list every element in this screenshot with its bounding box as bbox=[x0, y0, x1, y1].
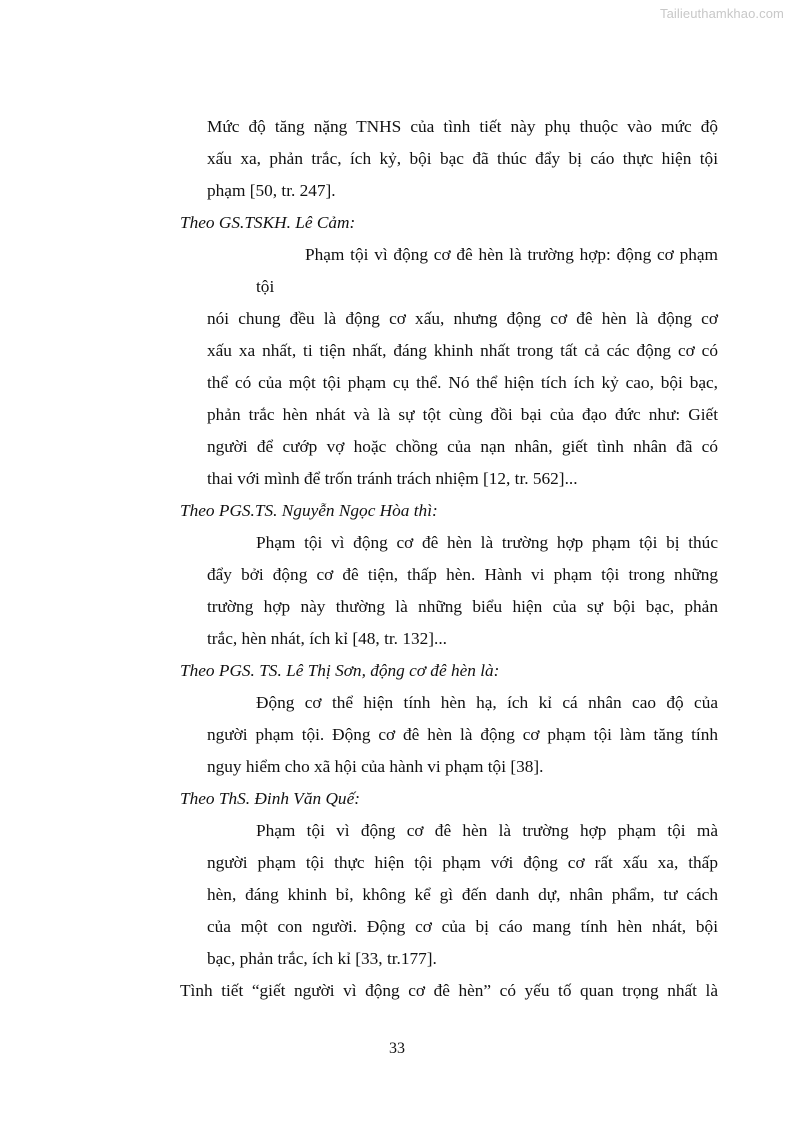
text-line: trắc, hèn nhát, ích kỉ [48, tr. 132]... bbox=[207, 629, 447, 648]
text-line: xấu xa nhất, ti tiện nhất, đáng khinh nhất trong tất cả các động cơ có bbox=[207, 341, 718, 360]
text-line: Phạm tội vì động cơ đê hèn là trường hợp phạm tội mà bbox=[256, 821, 718, 840]
quote-block-dinh-van-que bbox=[207, 815, 718, 975]
text-line: thai với mình để trốn tránh trách nhiệm [12, tr. 562]... bbox=[207, 469, 578, 488]
quote-block-nguyen-ngoc-hoa bbox=[207, 527, 718, 655]
text-line: Mức độ tăng nặng TNHS của tình tiết này phụ thuộc vào mức độ bbox=[207, 117, 718, 136]
quote-block-continuation bbox=[207, 111, 718, 207]
text-line: của một con người. Động cơ của bị cáo mang tính hèn nhát, bội bbox=[207, 917, 718, 936]
source-heading-le-thi-son: Theo PGS. TS. Lê Thị Sơn, động cơ đê hèn là: bbox=[180, 661, 500, 680]
text-line: Phạm tội vì động cơ đê hèn là trường hợp phạm tội bị thúc bbox=[256, 533, 718, 552]
text-line: phạm [50, tr. 247]. bbox=[207, 181, 336, 200]
text-line: Phạm tội vì động cơ đê hèn là trường hợp: động cơ phạm tội bbox=[256, 245, 718, 296]
source-heading-le-cam: Theo GS.TSKH. Lê Cảm: bbox=[180, 213, 356, 232]
text-line: thể có của một tội phạm cụ thể. Nó thể hiện tích ích kỷ cao, bội bạc, bbox=[207, 373, 718, 392]
document-page bbox=[180, 111, 718, 1007]
text-line: phản trắc hèn nhát và là sự tột cùng đồi bại của đạo đức như: Giết bbox=[207, 405, 718, 424]
text-line: nguy hiểm cho xã hội của hành vi phạm tội [38]. bbox=[207, 757, 544, 776]
text-line: người phạm tội. Động cơ đê hèn là động cơ phạm tội làm tăng tính bbox=[207, 725, 718, 744]
text-line: xấu xa, phản trắc, ích kỷ, bội bạc đã thúc đẩy bị cáo thực hiện tội bbox=[207, 149, 718, 168]
text-line: bạc, phản trắc, ích kỉ [33, tr.177]. bbox=[207, 949, 437, 968]
text-line: trường hợp này thường là những biểu hiện của sự bội bạc, phản bbox=[207, 597, 718, 616]
text-line: đẩy bởi động cơ đê tiện, thấp hèn. Hành vi phạm tội trong những bbox=[207, 565, 718, 584]
text-line: người để cướp vợ hoặc chồng của nạn nhân, giết tình nhân đã có bbox=[207, 437, 718, 456]
text-line: người phạm tội thực hiện tội phạm với động cơ rất xấu xa, thấp bbox=[207, 853, 718, 872]
watermark: Tailieuthamkhao.com bbox=[659, 6, 784, 21]
page-number: 33 bbox=[389, 1040, 405, 1057]
text-line: Tình tiết “giết người vì động cơ đê hèn” có yếu tố quan trọng nhất là bbox=[180, 981, 718, 1000]
source-heading-dinh-van-que: Theo ThS. Đinh Văn Quế: bbox=[180, 789, 361, 808]
text-line: nói chung đều là động cơ xấu, nhưng động cơ đê hèn là động cơ bbox=[207, 309, 718, 328]
text-line: hèn, đáng khinh bỉ, không kể gì đến danh dự, nhân phẩm, tư cách bbox=[207, 885, 718, 904]
body-paragraph bbox=[180, 975, 718, 1007]
text-line: Động cơ thể hiện tính hèn hạ, ích kỉ cá nhân cao độ của bbox=[256, 693, 718, 712]
source-heading-nguyen-ngoc-hoa: Theo PGS.TS. Nguyễn Ngọc Hòa thì: bbox=[180, 501, 438, 520]
quote-block-le-cam bbox=[207, 239, 718, 495]
quote-block-le-thi-son bbox=[207, 687, 718, 783]
